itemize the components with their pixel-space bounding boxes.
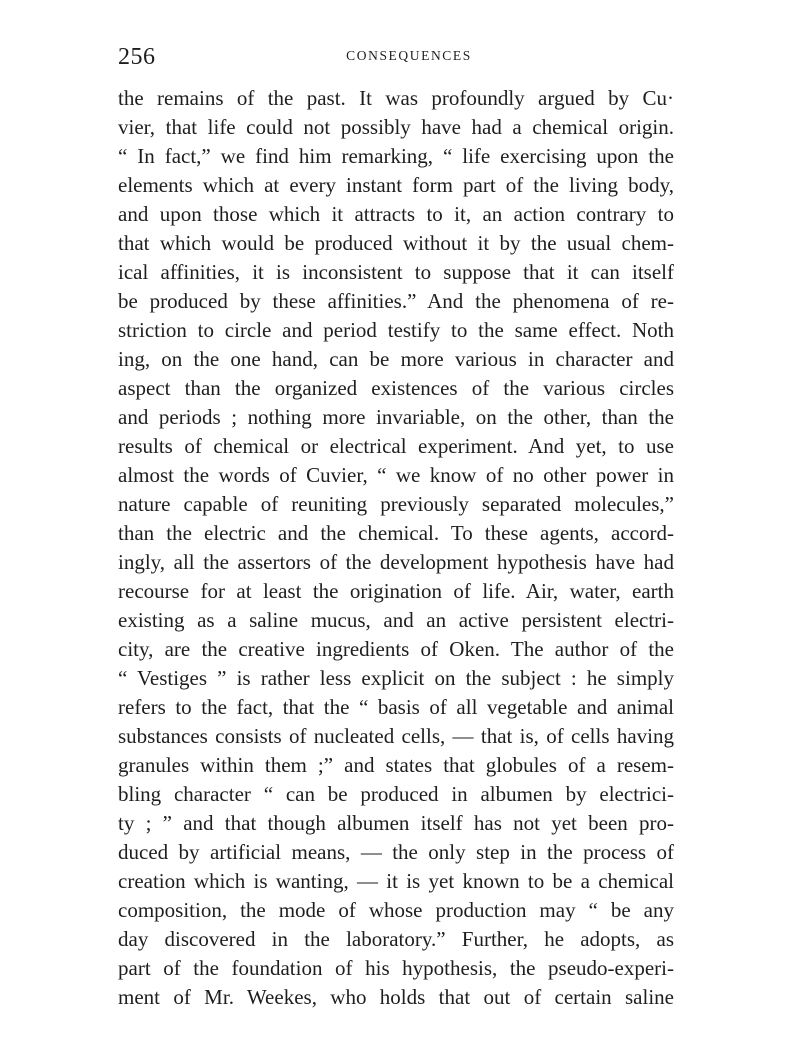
text-line: bling character “ can be produced in albumen by electrici-	[118, 782, 674, 806]
text-line: the remains of the past. It was profoundly argued by Cu·	[118, 86, 674, 110]
text-line: vier, that life could not possibly have had a chemical origin.	[118, 115, 674, 139]
text-line: and periods ; nothing more invariable, on the other, than the	[118, 405, 674, 429]
text-line: “ In fact,” we find him remarking, “ life exercising upon the	[118, 144, 674, 168]
text-line: striction to circle and period testify to the same effect. Noth	[118, 318, 674, 342]
text-line: granules within them ;” and states that globules of a resem-	[118, 753, 674, 777]
text-line: ical affinities, it is inconsistent to suppose that it can itself	[118, 260, 674, 284]
text-line: refers to the fact, that the “ basis of all vegetable and animal	[118, 695, 674, 719]
text-line: ing, on the one hand, can be more various in character and	[118, 347, 674, 371]
text-line: duced by artificial means, — the only step in the process of	[118, 840, 674, 864]
text-line: substances consists of nucleated cells, — that is, of cells having	[118, 724, 674, 748]
text-line: city, are the creative ingredients of Oken. The author of the	[118, 637, 674, 661]
text-line: and upon those which it attracts to it, an action contrary to	[118, 202, 674, 226]
text-line: part of the foundation of his hypothesis, the pseudo-experi-	[118, 956, 674, 980]
text-line: composition, the mode of whose production may “ be any	[118, 898, 674, 922]
text-line: almost the words of Cuvier, “ we know of no other power in	[118, 463, 674, 487]
text-line: that which would be produced without it by the usual chem-	[118, 231, 674, 255]
text-line: existing as a saline mucus, and an active persistent electri-	[118, 608, 674, 632]
body-text	[118, 84, 674, 1012]
text-line: nature capable of reuniting previously separated molecules,”	[118, 492, 674, 516]
running-title: CONSEQUENCES	[346, 48, 472, 63]
text-line: elements which at every instant form part of the living body,	[118, 173, 674, 197]
text-line: ingly, all the assertors of the development hypothesis have had	[118, 550, 674, 574]
text-line: day discovered in the laboratory.” Further, he adopts, as	[118, 927, 674, 951]
text-line: recourse for at least the origination of life. Air, water, earth	[118, 579, 674, 603]
text-line: ment of Mr. Weekes, who holds that out of certain saline	[118, 985, 674, 1009]
page-number: 256	[118, 44, 156, 70]
text-line: ty ; ” and that though albumen itself has not yet been pro-	[118, 811, 674, 835]
text-line: “ Vestiges ” is rather less explicit on the subject : he simply	[118, 666, 674, 690]
running-head	[118, 40, 670, 74]
text-line: creation which is wanting, — it is yet known to be a chemical	[118, 869, 674, 893]
text-line: aspect than the organized existences of the various circles	[118, 376, 674, 400]
text-line: results of chemical or electrical experiment. And yet, to use	[118, 434, 674, 458]
text-line: than the electric and the chemical. To these agents, accord-	[118, 521, 674, 545]
text-line: be produced by these affinities.” And the phenomena of re-	[118, 289, 674, 313]
